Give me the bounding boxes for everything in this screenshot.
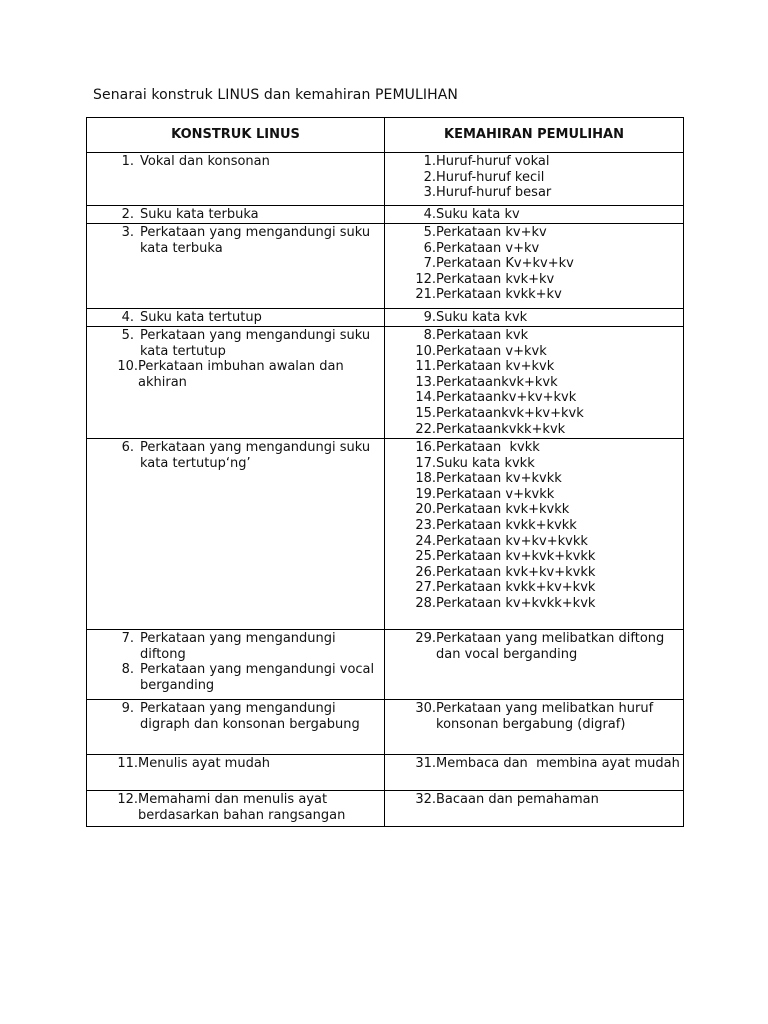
item-number: 10. (415, 343, 436, 359)
table-row (87, 439, 684, 630)
item-text: Huruf-huruf vokal (436, 154, 550, 169)
item-text: Perkataankvk+kv+kvk (436, 405, 584, 421)
konstruk-cell (87, 153, 385, 206)
header-konstruk-linus: KONSTRUK LINUS (87, 118, 385, 153)
item-list (87, 440, 384, 471)
item-number: 28. (415, 595, 436, 611)
konstruk-cell (87, 206, 385, 224)
list-item (385, 596, 683, 612)
table-row (87, 327, 684, 439)
item-text: Perkataankvkk+kvk (436, 421, 566, 437)
item-number: 1. (423, 154, 436, 169)
item-list (385, 792, 683, 808)
item-list (385, 310, 683, 326)
item-text: Perkataan kvk+kv (436, 271, 555, 287)
kemahiran-cell (385, 206, 684, 224)
item-number: 11. (415, 359, 436, 375)
item-number: 4. (423, 207, 436, 222)
item-list (385, 328, 683, 437)
item-text: Menulis ayat mudah (138, 756, 271, 771)
item-number: 11. (117, 756, 138, 771)
list-item (385, 328, 683, 344)
item-text: Bacaan dan pemahaman (436, 792, 599, 807)
item-text: Perkataan yang mengandungi vocal berganding (140, 662, 379, 693)
item-number: 3. (423, 185, 436, 201)
list-item (87, 310, 384, 326)
konstruk-cell (87, 700, 385, 755)
list-item (385, 154, 683, 170)
item-list (385, 631, 683, 662)
konstruk-cell (87, 439, 385, 630)
linus-table (86, 117, 684, 827)
kemahiran-cell (385, 309, 684, 327)
item-number: 5. (423, 225, 436, 240)
item-text: Perkataan yang mengandungi suku kata tertutup‘ng’ (140, 440, 375, 471)
list-item (385, 792, 683, 808)
list-item (385, 518, 683, 534)
list-item (87, 631, 384, 662)
table-row (87, 700, 684, 755)
item-list (385, 756, 683, 772)
item-list (87, 225, 384, 256)
item-text: Suku kata kvkk (436, 455, 535, 471)
kemahiran-cell (385, 439, 684, 630)
list-item (385, 256, 683, 272)
table-row (87, 630, 684, 700)
item-list (87, 631, 384, 693)
list-item (385, 272, 683, 288)
item-text: Perkataankv+kv+kvk (436, 390, 577, 406)
item-list (385, 154, 683, 201)
list-item (385, 359, 683, 375)
item-text: Perkataan yang mengandungi suku kata terbuka (140, 225, 375, 256)
list-item (385, 701, 683, 732)
item-text: Perkataan yang mengandungi digraph dan konsonan bergabung (140, 701, 360, 732)
item-number: 10. (117, 359, 138, 375)
item-text: Perkataan kvkk+kv+kvk (436, 580, 596, 596)
item-number: 23. (415, 517, 436, 533)
list-item (385, 549, 683, 565)
list-item (87, 225, 384, 256)
table-row (87, 791, 684, 827)
item-text: Perkataan kvkk+kvkk (436, 517, 577, 533)
list-item (385, 534, 683, 550)
item-list (385, 701, 683, 732)
item-number: 2. (121, 207, 134, 222)
list-item (385, 487, 683, 503)
list-item (385, 502, 683, 518)
item-text: Perkataan kvkk (436, 440, 540, 455)
list-item (87, 440, 384, 471)
list-item (385, 225, 683, 241)
list-item (385, 287, 683, 303)
item-number: 1. (121, 154, 134, 169)
item-number: 21. (415, 287, 436, 303)
list-item (385, 344, 683, 360)
item-text: Perkataan kvk+kv+kvkk (436, 564, 596, 580)
item-text: Perkataan v+kvkk (436, 486, 555, 502)
kemahiran-cell (385, 327, 684, 439)
item-text: Huruf-huruf kecil (436, 169, 545, 185)
list-item (87, 328, 384, 359)
list-item (385, 310, 683, 326)
item-text: Vokal dan konsonan (140, 154, 270, 169)
item-list (87, 756, 384, 772)
list-item (385, 471, 683, 487)
item-number: 17. (415, 455, 436, 471)
item-number: 9. (423, 310, 436, 325)
item-text: Perkataan kvkk+kv (436, 287, 562, 303)
table-row (87, 755, 684, 791)
item-text: Perkataan yang mengandungi diftong (140, 631, 340, 662)
item-list (385, 440, 683, 612)
list-item (87, 359, 384, 390)
item-text: Suku kata terbuka (140, 207, 259, 222)
item-text: Memahami dan menulis ayat berdasarkan bahan rangsangan (138, 792, 346, 823)
item-list (385, 225, 683, 303)
kemahiran-cell (385, 630, 684, 700)
item-text: Membaca dan membina ayat mudah (436, 756, 680, 771)
item-number: 8. (121, 662, 134, 678)
item-text: Suku kata kvk (436, 310, 528, 325)
konstruk-cell (87, 630, 385, 700)
item-list (87, 207, 384, 223)
list-item (385, 375, 683, 391)
item-text: Huruf-huruf besar (436, 185, 552, 201)
list-item (385, 565, 683, 581)
item-number: 16. (415, 440, 436, 455)
item-number: 6. (121, 440, 134, 455)
list-item (385, 207, 683, 223)
item-text: Perkataan Kv+kv+kv (436, 256, 574, 272)
item-number: 6. (423, 240, 436, 256)
list-item (87, 154, 384, 170)
kemahiran-cell (385, 700, 684, 755)
item-text: Perkataan kv+kvkk+kvk (436, 595, 596, 611)
item-number: 7. (121, 631, 134, 646)
item-number: 30. (415, 701, 436, 716)
item-number: 27. (415, 580, 436, 596)
item-number: 20. (415, 502, 436, 518)
item-text: Perkataan v+kv (436, 240, 540, 256)
table-row (87, 206, 684, 224)
list-item (385, 440, 683, 456)
item-number: 31. (415, 756, 436, 771)
list-item (87, 756, 384, 772)
konstruk-cell (87, 327, 385, 439)
table-body (87, 153, 684, 827)
item-number: 3. (121, 225, 134, 240)
list-item (385, 456, 683, 472)
item-number: 29. (415, 631, 436, 646)
konstruk-cell (87, 224, 385, 309)
list-item (385, 631, 683, 662)
item-number: 22. (415, 421, 436, 437)
konstruk-cell (87, 791, 385, 827)
item-text: Perkataan yang melibatkan huruf konsonan bergabung (digraf) (436, 701, 658, 732)
item-text: Perkataan kv+kv (436, 225, 547, 240)
item-text: Perkataan kvk+kvkk (436, 502, 570, 518)
item-text: Perkataan kv+kvk (436, 359, 555, 375)
item-number: 15. (415, 405, 436, 421)
item-number: 25. (415, 549, 436, 565)
table-header-row (87, 118, 684, 153)
table-row (87, 153, 684, 206)
item-text: Perkataan kvk (436, 328, 529, 343)
list-item (87, 701, 384, 732)
item-list (87, 154, 384, 170)
item-text: Perkataankvk+kvk (436, 374, 558, 390)
item-number: 19. (415, 486, 436, 502)
item-text: Perkataan yang melibatkan diftong dan vocal berganding (436, 631, 669, 662)
item-number: 9. (121, 701, 134, 716)
item-number: 13. (415, 374, 436, 390)
table-row (87, 224, 684, 309)
kemahiran-cell (385, 153, 684, 206)
konstruk-cell (87, 309, 385, 327)
item-number: 2. (423, 169, 436, 185)
item-list (385, 207, 683, 223)
konstruk-cell (87, 755, 385, 791)
item-list (87, 701, 384, 732)
list-item (87, 207, 384, 223)
list-item (385, 185, 683, 201)
kemahiran-cell (385, 755, 684, 791)
item-text: Perkataan kv+kvk+kvkk (436, 549, 596, 565)
item-text: Perkataan yang mengandungi suku kata tertutup (140, 328, 375, 359)
item-number: 18. (415, 471, 436, 487)
item-text: Perkataan kv+kvkk (436, 471, 562, 487)
item-text: Perkataan imbuhan awalan dan akhiran (138, 359, 348, 390)
list-item (87, 662, 384, 693)
item-number: 12. (117, 792, 138, 807)
list-item (385, 580, 683, 596)
item-text: Perkataan v+kvk (436, 343, 547, 359)
item-number: 32. (415, 792, 436, 807)
item-text: Suku kata tertutup (140, 310, 262, 325)
table-row (87, 309, 684, 327)
list-item (385, 390, 683, 406)
kemahiran-cell (385, 791, 684, 827)
item-number: 14. (415, 390, 436, 406)
list-item (87, 792, 384, 823)
item-number: 4. (121, 310, 134, 325)
item-number: 7. (423, 256, 436, 272)
header-kemahiran-pemulihan: KEMAHIRAN PEMULIHAN (385, 118, 684, 153)
item-text: Perkataan kv+kv+kvkk (436, 533, 588, 549)
list-item (385, 756, 683, 772)
list-item (385, 422, 683, 438)
document-title: Senarai konstruk LINUS dan kemahiran PEMULIHAN (93, 87, 458, 103)
item-list (87, 328, 384, 390)
kemahiran-cell (385, 224, 684, 309)
item-text: Suku kata kv (436, 207, 520, 222)
item-list (87, 792, 384, 823)
item-list (87, 310, 384, 326)
list-item (385, 241, 683, 257)
item-number: 5. (121, 328, 134, 343)
item-number: 26. (415, 564, 436, 580)
item-number: 24. (415, 533, 436, 549)
list-item (385, 406, 683, 422)
list-item (385, 170, 683, 186)
item-number: 8. (423, 328, 436, 343)
item-number: 12. (415, 271, 436, 287)
